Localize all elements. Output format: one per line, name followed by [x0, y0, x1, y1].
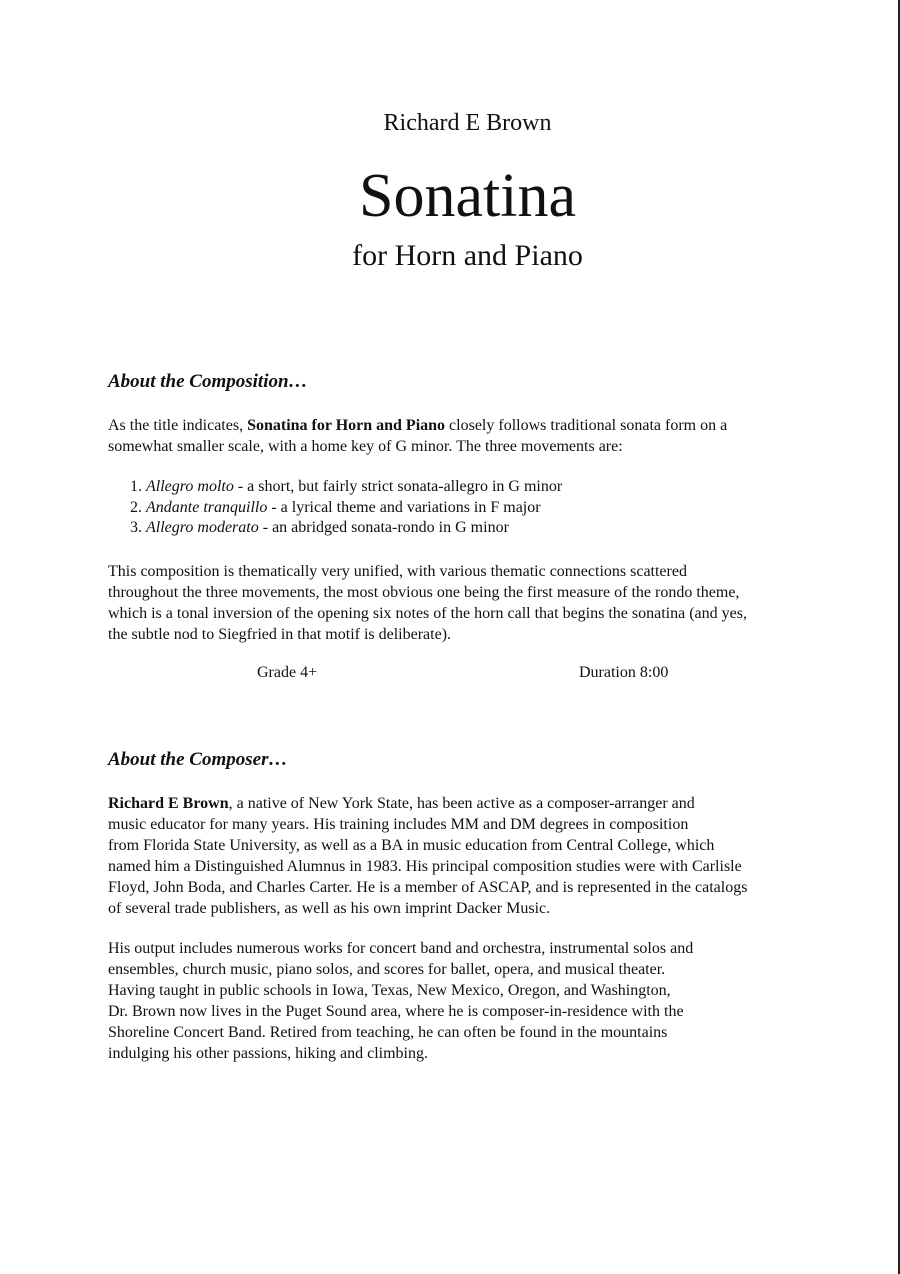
composer-heading: About the Composer… [108, 749, 288, 770]
bio-line: Dr. Brown now lives in the Puget Sound area, where he is composer-in-residence with the [108, 1003, 684, 1020]
description-line: the subtle nod to Siegfried in that motif is deliberate). [108, 626, 452, 643]
composer-bio-1 [108, 793, 848, 919]
description-line: throughout the three movements, the most obvious one being the first measure of the rondo theme, [108, 584, 740, 601]
grade-label: Grade 4+ [257, 664, 318, 681]
composer-bio-2 [108, 938, 848, 1064]
bio-line: indulging his other passions, hiking and climbing. [108, 1045, 428, 1062]
bio-line: Floyd, John Boda, and Charles Carter. He is a member of ASCAP, and is represented in the catalogs [108, 879, 748, 896]
bio-line: Richard E Brown, a native of New York State, has been active as a composer-arranger and [108, 795, 695, 812]
composer-name: Richard E Brown [383, 110, 552, 136]
bio-line: His output includes numerous works for concert band and orchestra, instrumental solos and [108, 940, 694, 957]
intro-line-2: somewhat smaller scale, with a home key of G minor. The three movements are: [108, 438, 623, 455]
composition-intro [108, 415, 848, 457]
bio-line: ensembles, church music, piano solos, and scores for ballet, opera, and musical theater. [108, 961, 666, 978]
page-subtitle: for Horn and Piano [352, 239, 583, 272]
intro-line-1: As the title indicates, Sonatina for Horn and Piano closely follows traditional sonata form on a [108, 417, 728, 434]
duration-label: Duration 8:00 [579, 664, 669, 681]
movement-item: 1. Allegro molto - a short, but fairly strict sonata-allegro in G minor [130, 478, 563, 495]
movement-list [130, 477, 562, 539]
bio-line: Shoreline Concert Band. Retired from teaching, he can often be found in the mountains [108, 1024, 668, 1041]
composition-heading: About the Composition… [108, 371, 308, 392]
description-line: which is a tonal inversion of the opening six notes of the horn call that begins the sonatina (and yes, [108, 605, 747, 622]
bio-line: music educator for many years. His training includes MM and DM degrees in composition [108, 816, 689, 833]
movement-item: 3. Allegro moderato - an abridged sonata-rondo in G minor [130, 519, 509, 536]
bio-line: of several trade publishers, as well as his own imprint Dacker Music. [108, 900, 551, 917]
composition-description [108, 561, 848, 645]
page-title: Sonatina [359, 162, 576, 230]
description-line: This composition is thematically very unified, with various thematic connections scattered [108, 563, 687, 580]
bio-line: Having taught in public schools in Iowa, Texas, New Mexico, Oregon, and Washington, [108, 982, 671, 999]
movement-item: 2. Andante tranquillo - a lyrical theme and variations in F major [130, 498, 541, 516]
composer-name-bold: Richard E Brown [108, 795, 229, 812]
bio-line: named him a Distinguished Alumnus in 1983. His principal composition studies were with Carlisle [108, 858, 742, 875]
work-title-bold: Sonatina for Horn and Piano [247, 417, 446, 434]
bio-line: from Florida State University, as well as a BA in music education from Central College, which [108, 837, 715, 854]
